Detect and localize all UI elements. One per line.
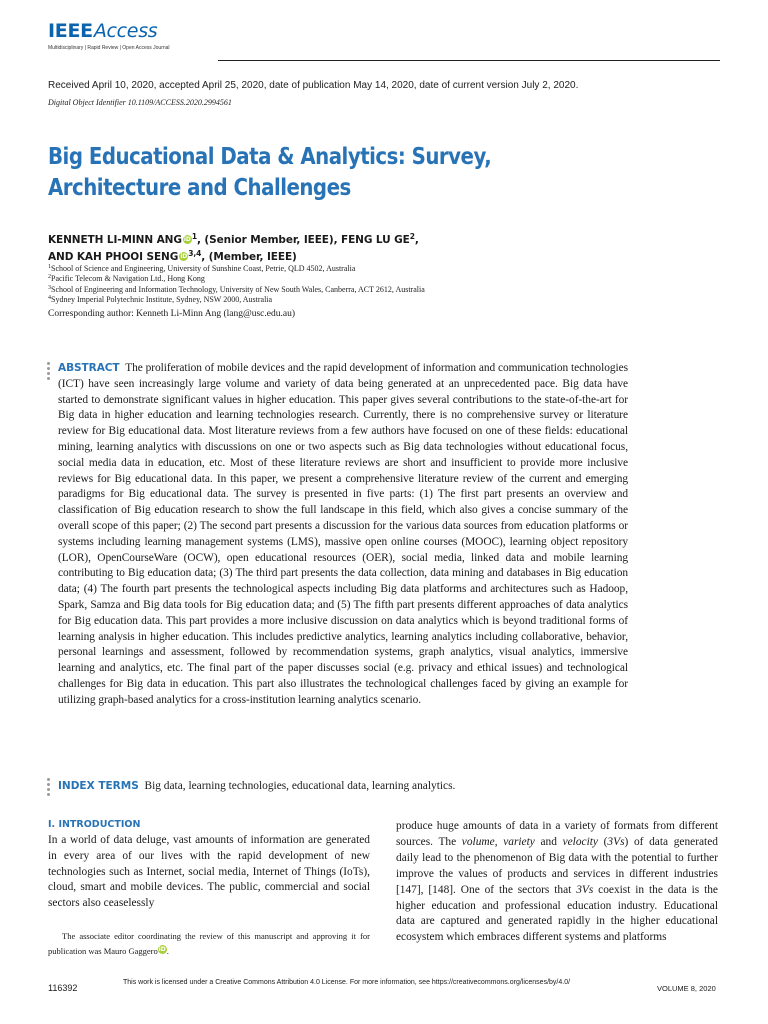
- logo-ieee: IEEE: [48, 20, 93, 42]
- affiliation-number: 4: [48, 295, 51, 301]
- affiliation-2: [48, 274, 205, 283]
- author-affil-seng: 3,4: [188, 249, 202, 258]
- orcid-icon[interactable]: iD: [180, 253, 188, 260]
- intro-term-3vs: 3Vs: [607, 835, 625, 848]
- footnote-text: The associate editor coordinating the review of this manuscript and approving it for publication was Mauro Gaggero: [48, 931, 370, 956]
- index-terms-label: INDEX TERMS: [58, 780, 139, 792]
- author-name-ang: KENNETH LI-MINN ANG: [48, 234, 182, 246]
- intro-text: and: [534, 835, 563, 848]
- intro-text: ) of data generated daily lead to the phenomenon of Big data with the potential to further improve the values of products and services in different industries [147], [148]. One of the sectors that: [396, 835, 718, 896]
- intro-right-column: [396, 819, 718, 946]
- affiliation-1: [48, 264, 355, 273]
- intro-text: (: [597, 835, 608, 848]
- intro-term-variety: variety: [503, 835, 535, 848]
- affiliation-number: 1: [48, 264, 51, 270]
- affiliation-text: School of Science and Engineering, University of Sunshine Coast, Petrie, QLD 4502, Australia: [51, 264, 356, 273]
- corresponding-author: Corresponding author: Kenneth Li-Minn Ang (lang@usc.edu.au): [48, 309, 295, 319]
- logo-access: Access: [93, 20, 158, 42]
- intro-left-column: In a world of data deluge, vast amounts of information are generated in every area of our lives with the rapid development of new technologies such as Internet, social media, Internet of Things (IoTs), cloud, smart and mobile devices. The public, commercial and social sectors also ceaselessly: [48, 834, 370, 910]
- footnote-end: .: [166, 946, 169, 956]
- intro-text: ,: [494, 835, 504, 848]
- author-line-1: [48, 232, 419, 246]
- affiliation-text: Pacific Telecom & Navigation Ltd., Hong Kong: [51, 274, 205, 283]
- intro-term-3vs: 3Vs: [576, 883, 594, 896]
- author-affil-ang: 1: [191, 232, 197, 241]
- abstract: [58, 361, 628, 709]
- index-terms-dots-icon: [47, 778, 50, 798]
- index-terms: [58, 779, 628, 794]
- author-line-2: [48, 249, 297, 263]
- author-separator: ,: [414, 234, 419, 246]
- abstract-label: ABSTRACT: [58, 362, 120, 374]
- index-terms-text: Big data, learning technologies, educational data, learning analytics.: [144, 780, 456, 792]
- editor-footnote: [48, 929, 370, 959]
- intro-term-volume: volume: [461, 835, 495, 848]
- affiliation-number: 3: [48, 285, 51, 291]
- volume-info: VOLUME 8, 2020: [657, 984, 716, 993]
- paper-title: Big Educational Data & Analytics: Survey, Architecture and Challenges: [48, 144, 492, 201]
- intro-text: coexist in the data is the higher education and professional education industry. Educational data are captured and generated rapidly in the higher educational ecosystem which embraces different systems and platforms: [396, 883, 718, 944]
- logo-tagline: Multidisciplinary | Rapid Review | Open Access Journal: [48, 45, 170, 51]
- logo-wordmark: [48, 22, 178, 41]
- affiliation-text: Sydney Imperial Polytechnic Institute, Sydney, NSW 2000, Australia: [51, 295, 273, 304]
- affiliation-4: [48, 295, 272, 304]
- page-number: 116392: [48, 983, 78, 993]
- received-dates: Received April 10, 2020, accepted April 25, 2020, date of publication May 14, 2020, date of current version July 2, 2020.: [48, 80, 579, 91]
- affiliation-text: School of Engineering and Information Technology, University of New South Wales, Canberra, ACT 2612, Australia: [51, 285, 425, 294]
- header-rule: [218, 60, 720, 61]
- doi-line[interactable]: Digital Object Identifier 10.1109/ACCESS.2020.2994561: [48, 98, 232, 107]
- author-suffix-ang: , (Senior Member, IEEE), FENG LU GE: [196, 234, 410, 246]
- abstract-text: The proliferation of mobile devices and the rapid development of information and communication technologies (ICT) have seen increasingly large volume and variety of data being generated at an unprecedented pace. Big data have started to demonstrate significant values in higher education. This paper gives several contributions to the state-of-the-art for Big data in higher education and learning technologies research. Currently, there is no comprehensive survey or literature review for Big educational data. Most literature reviews from a few authors have focused on one of these fields: educational mining, learning analytics with discussions on one or two aspects such as Big data technologies without educational focus, social media data in education, etc. Most of these literature reviews are short and insufficient to provide more inclusive reviews for Big educational data. In this paper, we present a comprehensive literature review of the current and emerging paradigms for Big educational data. The survey is presented in five parts: (1) The first part presents an overview and classification of Big education research to show the full landscape in this field, which also gives a concise summary of the overall scope of this paper; (2) The second part presents a discussion for the various data sources from education platforms or systems including learning management systems (LMS), massive open online courses (MOOC), learning object repository (LOR), OpenCourseWare (OCW), open educational resources (OER), social media, linked data and mobile learning contributing to Big education data; (3) The third part presents the data collection, data mining and databases in Big education data; (4) The fourth part presents the technological aspects including Big data platforms and architectures such as Hadoop, Spark, Samza and Big data tools for Big education data; and (5) The fifth part presents different approaches of data analytics for Big education data. This part provides a more inclusive discussion on data analytics which is beyond traditional forms of learning analysis in higher education. This includes predictive analytics, learning analytics including collaborative, behavior, personal learnings and assessment, followed by recommendation systems, graph analytics, visual analytics, immersive learning and analytics, etc. The final part of the paper discusses social (e.g. privacy and ethical issues) and technological challenges for Big data in education. This part also illustrates the technological challenges faced by giving an example for utilizing graph-based analytics for a cross-institution learning analytics scenario.: [58, 362, 628, 706]
- intro-term-velocity: velocity: [562, 835, 598, 848]
- abstract-dots-icon: [47, 362, 50, 382]
- orcid-icon[interactable]: iD: [158, 946, 166, 953]
- license-notice[interactable]: This work is licensed under a Creative Commons Attribution 4.0 License. For more information, see https://creativecommons.org/licenses/by/4.0/: [123, 979, 571, 986]
- author-suffix-seng: , (Member, IEEE): [201, 251, 297, 263]
- orcid-icon[interactable]: iD: [183, 236, 191, 243]
- affiliation-3: [48, 285, 425, 294]
- journal-logo: [48, 22, 178, 56]
- section-heading-introduction: I. INTRODUCTION: [48, 819, 141, 830]
- affiliation-number: 2: [48, 274, 51, 280]
- author-name-seng: AND KAH PHOOI SENG: [48, 251, 179, 263]
- author-affil-ge: 2: [409, 232, 415, 241]
- intro-text: produce huge amounts of data in a variety of formats from different sources. The: [396, 820, 718, 848]
